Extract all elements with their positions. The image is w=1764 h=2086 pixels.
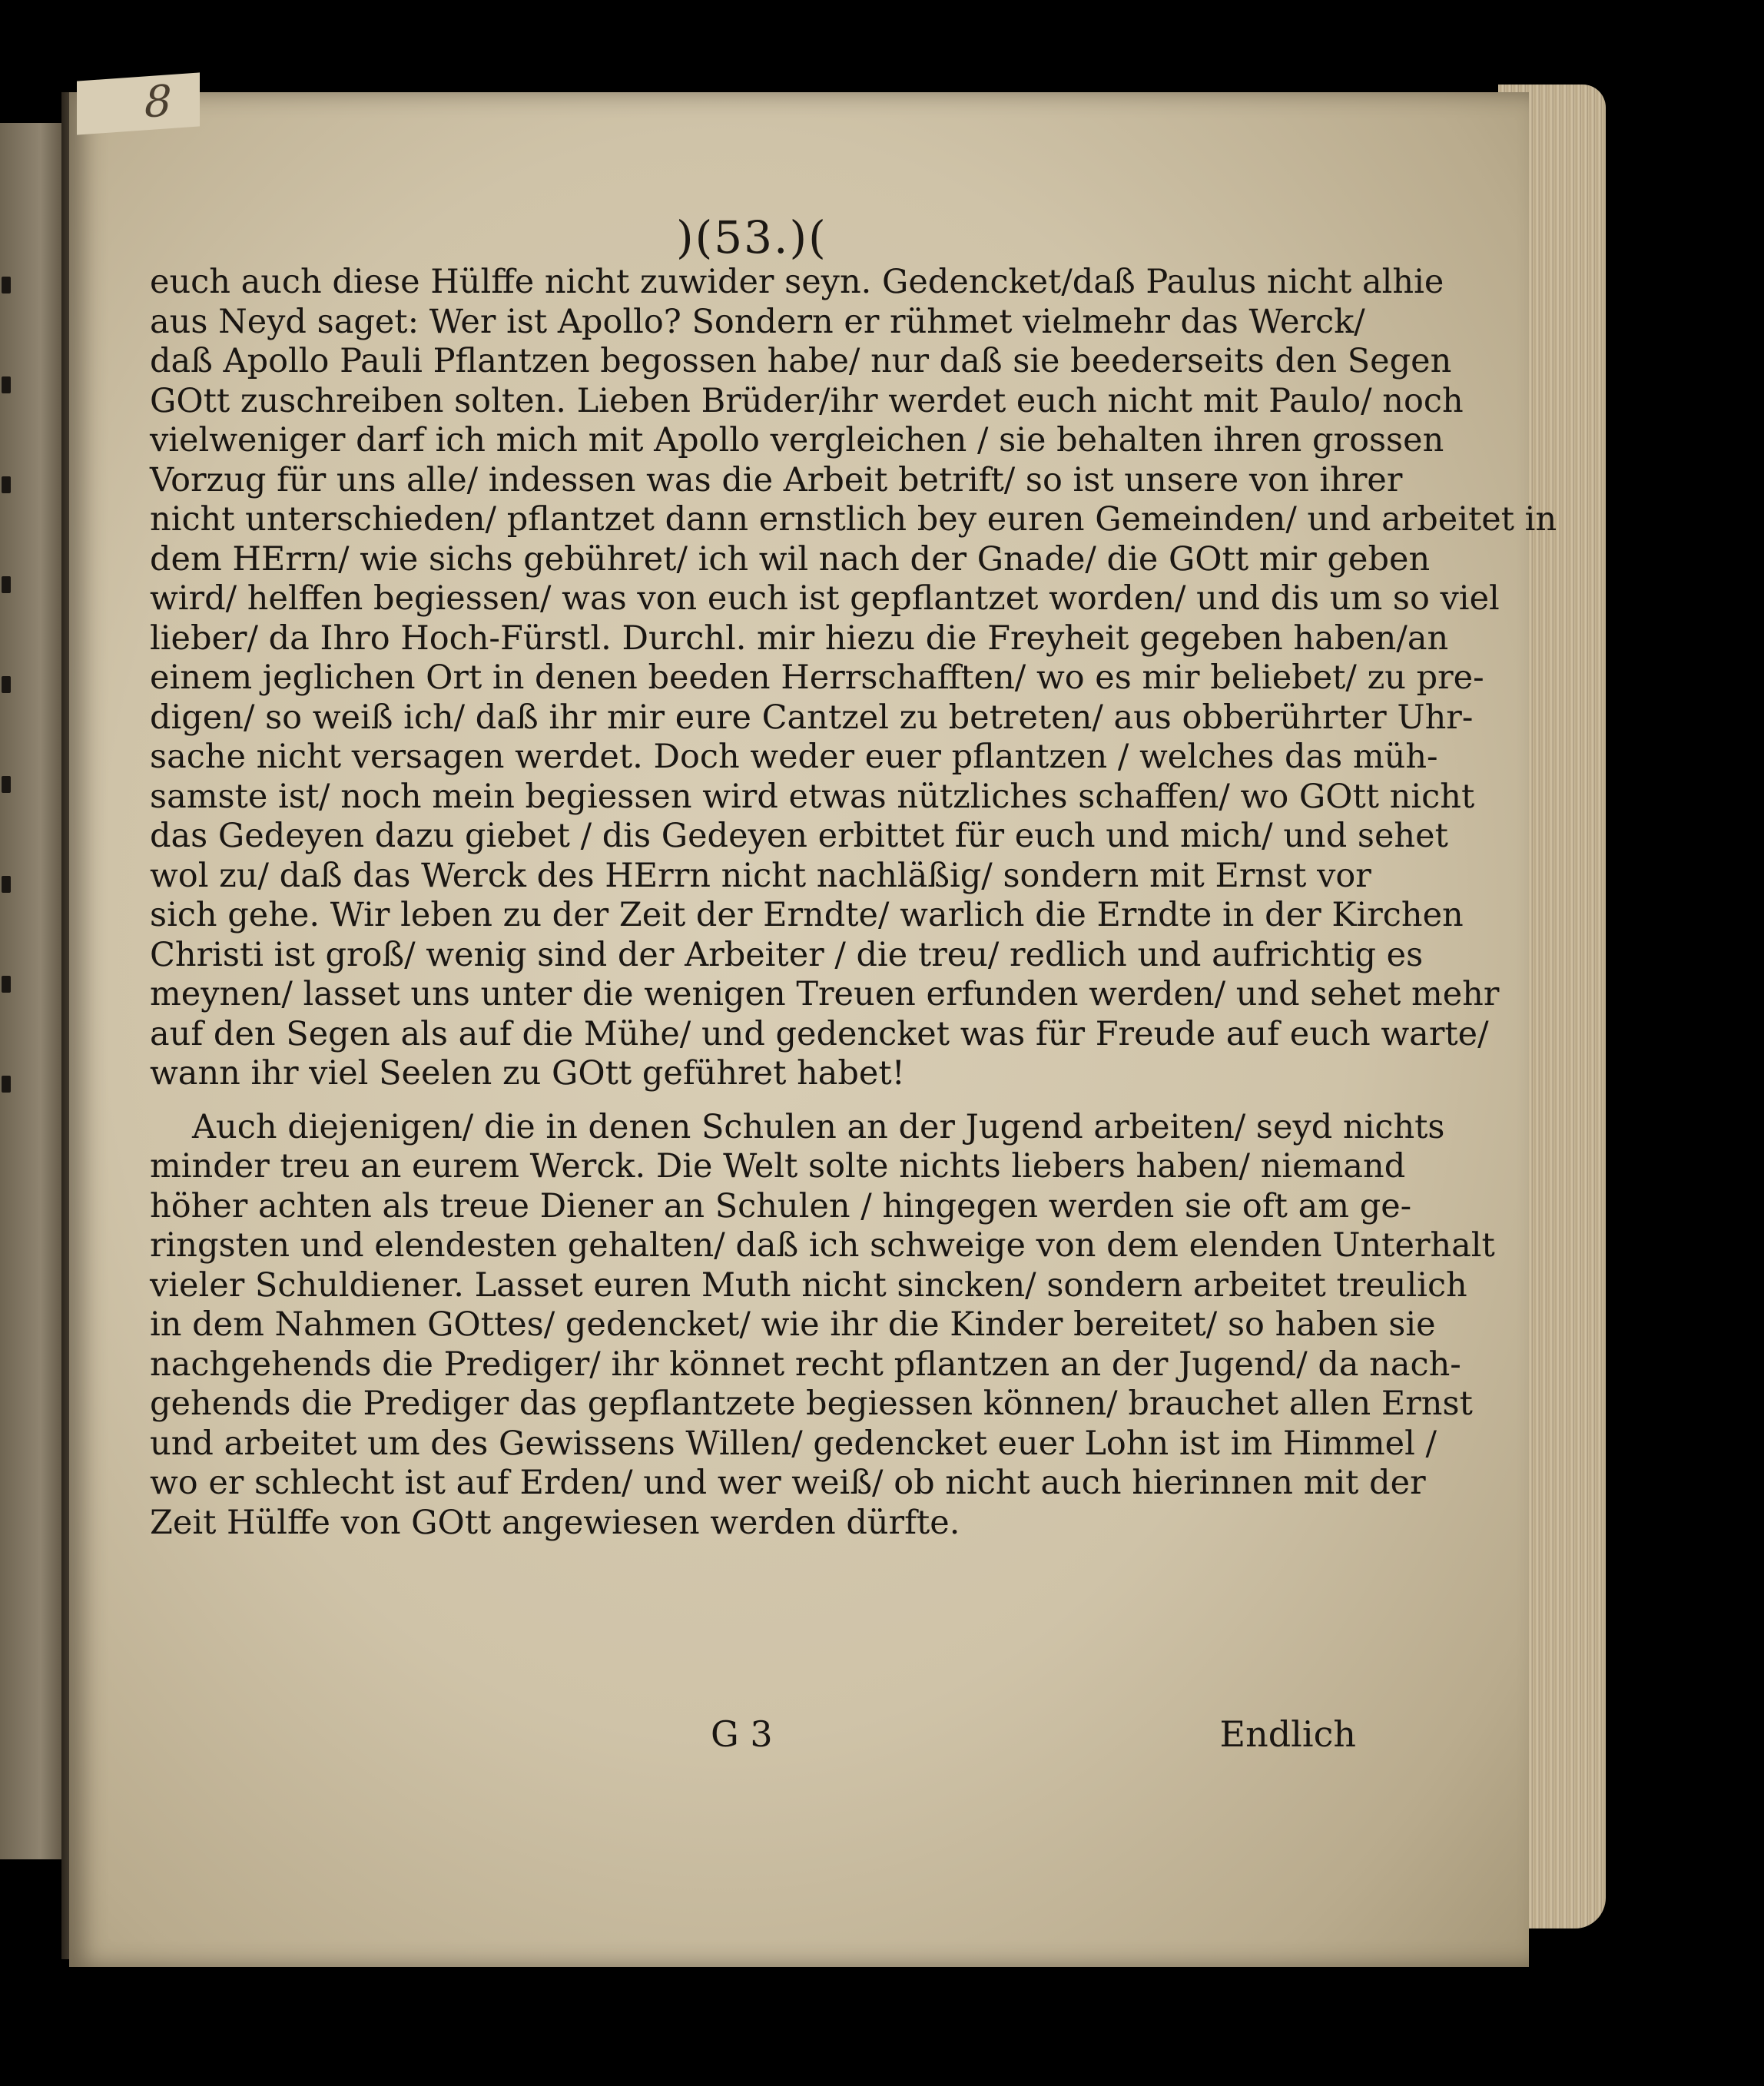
signature-mark: G 3	[711, 1713, 773, 1755]
text-line: Vorzug für uns alle/ indessen was die Arbeit betrift/ so ist unsere von ihrer	[150, 460, 1403, 499]
facing-page-ink	[2, 277, 11, 293]
text-line: minder treu an eurem Werck. Die Welt solte nichts liebers haben/ niemand	[150, 1147, 1406, 1186]
facing-page-ink	[2, 976, 11, 993]
text-line: digen/ so weiß ich/ daß ihr mir eure Cantzel zu betreten/ aus obberührter Uhr-	[150, 698, 1474, 737]
text-line: in dem Nahmen GOttes/ gedencket/ wie ihr die Kinder bereitet/ so haben sie	[150, 1305, 1436, 1344]
text-line: samste ist/ noch mein begiessen wird etwas nützliches schaffen/ wo GOtt nicht	[150, 777, 1475, 816]
text-line: wo er schlecht ist auf Erden/ und wer weiß/ ob nicht auch hierinnen mit der	[150, 1464, 1426, 1502]
text-line: höher achten als treue Diener an Schulen / hingegen werden sie oft am ge-	[150, 1186, 1412, 1225]
text-line: euch auch diese Hülffe nicht zuwider seyn. Gedencket/daß Paulus nicht alhie	[150, 263, 1444, 301]
facing-page-ink	[2, 776, 11, 793]
corner-annotation	[77, 72, 200, 134]
text-line: sich gehe. Wir leben zu der Zeit der Erndte/ warlich die Erndte in der Kirchen	[150, 896, 1464, 934]
paragraph-1	[150, 263, 1557, 1094]
page-body-text	[150, 263, 1557, 1543]
text-line: Zeit Hülffe von GOtt angewiesen werden dürfte.	[150, 1503, 960, 1542]
text-line: sache nicht versagen werdet. Doch weder euer pflantzen / welches das müh-	[150, 738, 1438, 776]
text-line: GOtt zuschreiben solten. Lieben Brüder/ihr werdet euch nicht mit Paulo/ noch	[150, 381, 1464, 420]
paragraph-2	[150, 1107, 1495, 1544]
facing-page-ink	[2, 476, 11, 493]
facing-page-ink	[2, 376, 11, 393]
text-line: vielweniger darf ich mich mit Apollo vergleichen / sie behalten ihren grossen	[150, 421, 1444, 459]
text-line: und arbeitet um des Gewissens Willen/ gedencket euer Lohn ist im Himmel /	[150, 1424, 1437, 1463]
text-line: ringsten und elendesten gehalten/ daß ich schweige von dem elenden Unterhalt	[150, 1226, 1495, 1265]
text-line: Auch diejenigen/ die in denen Schulen an der Jugend arbeiten/ seyd nichts	[192, 1107, 1445, 1146]
text-line: wird/ helffen begiessen/ was von euch ist gepflantzet worden/ und dis um so viel	[150, 579, 1500, 618]
text-line: meynen/ lasset uns unter die wenigen Treuen erfunden werden/ und sehet mehr	[150, 975, 1500, 1013]
page-footer	[150, 1713, 1356, 1759]
paragraph-gap	[150, 1094, 1356, 1108]
page-number-header: )(53.)(	[676, 211, 827, 264]
text-line: dem HErrn/ wie sichs gebühret/ ich wil nach der Gnade/ die GOtt mir geben	[150, 539, 1431, 579]
book-page	[69, 92, 1557, 1967]
text-line: nicht unterschieden/ pflantzet dann ernstlich bey euren Gemeinden/ und arbeitet in	[150, 500, 1557, 539]
text-line: Christi ist groß/ wenig sind der Arbeiter / die treu/ redlich und aufrichtig es	[150, 935, 1424, 974]
text-line: nachgehends die Prediger/ ihr könnet recht pflantzen an der Jugend/ da nach-	[150, 1345, 1461, 1384]
text-line: das Gedeyen dazu giebet / dis Gedeyen erbittet für euch und mich/ und sehet	[150, 817, 1448, 855]
facing-page-edge	[0, 123, 68, 1859]
text-line: auf den Segen als auf die Mühe/ und gedencket was für Freude auf euch warte/	[150, 1014, 1489, 1053]
corner-note: 8	[144, 75, 172, 128]
facing-page-ink	[2, 676, 11, 693]
text-line: lieber/ da Ihro Hoch-Fürstl. Durchl. mir hiezu die Freyheit gegeben haben/an	[150, 619, 1449, 658]
text-line: einem jeglichen Ort in denen beeden Herrschafften/ wo es mir beliebet/ zu pre-	[150, 658, 1484, 697]
text-line: gehends die Prediger das gepflantzete begiessen können/ brauchet allen Ernst	[150, 1385, 1473, 1423]
text-line: daß Apollo Pauli Pflantzen begossen habe/ nur daß sie beederseits den Segen	[150, 342, 1452, 380]
text-line: vieler Schuldiener. Lasset euren Muth nicht sincken/ sondern arbeitet treulich	[150, 1265, 1467, 1305]
text-line: aus Neyd saget: Wer ist Apollo? Sondern er rühmet vielmehr das Werck/	[150, 302, 1365, 341]
facing-page-ink	[2, 1076, 11, 1093]
catchword: Endlich	[1219, 1713, 1356, 1755]
text-line: wol zu/ daß das Werck des HErrn nicht nachläßig/ sondern mit Ernst vor	[150, 856, 1371, 895]
facing-page-ink	[2, 876, 11, 893]
text-line: wann ihr viel Seelen zu GOtt geführet habet!	[150, 1054, 905, 1093]
facing-page-ink	[2, 576, 11, 593]
